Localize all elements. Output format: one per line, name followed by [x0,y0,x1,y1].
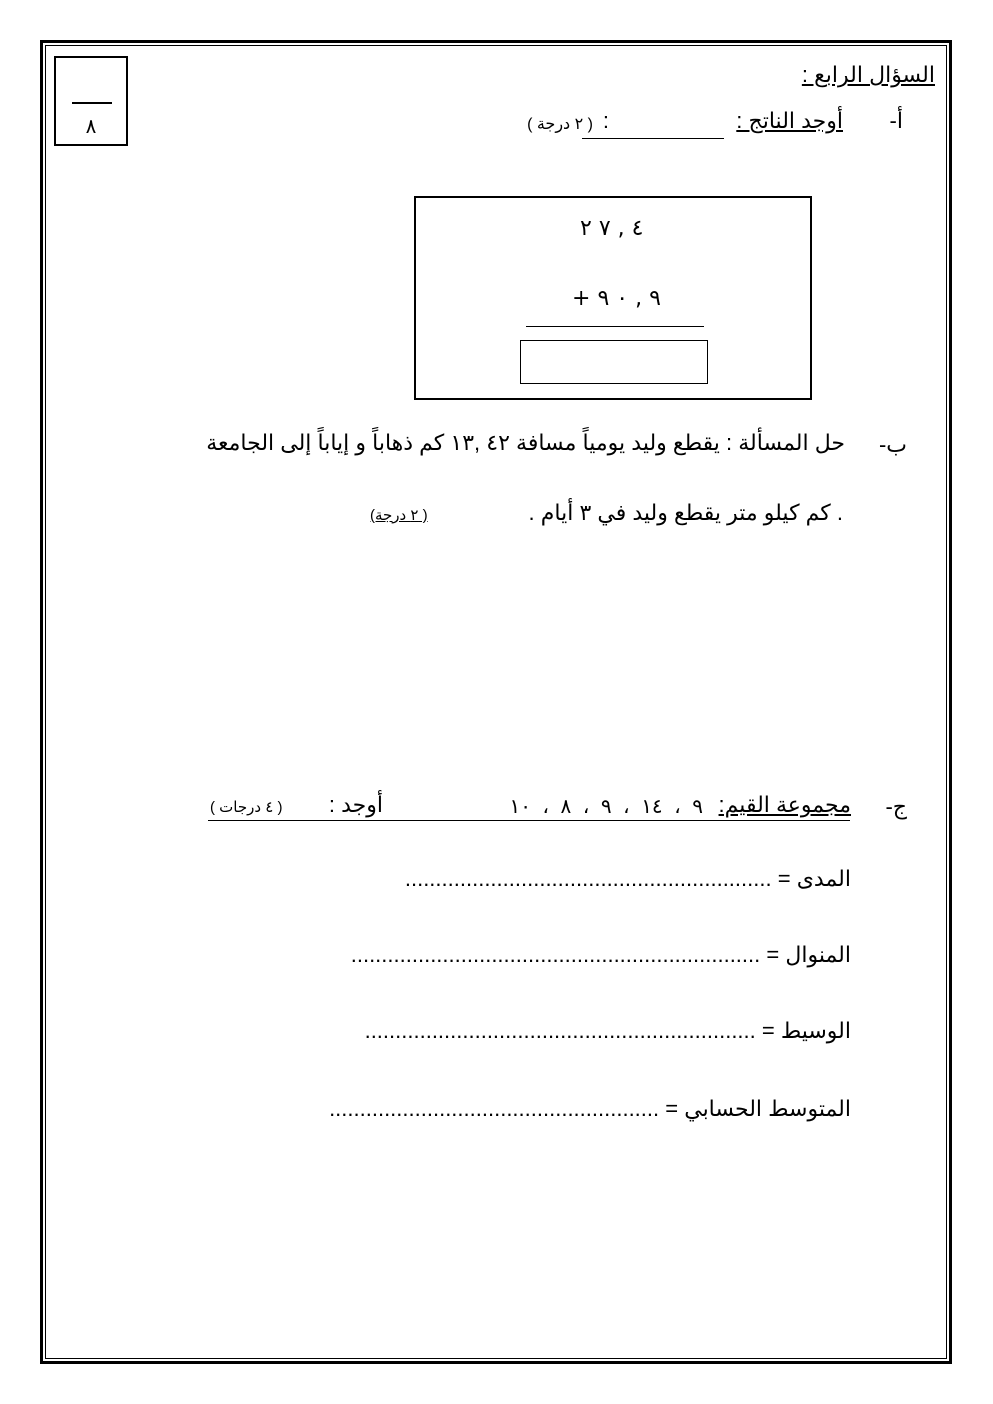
values-set: ٩ ، ١٤ ، ٩ ، ٨ ، ١٠ [509,796,703,818]
part-a-underline [582,138,724,139]
part-c-underline [208,820,850,821]
score-total: ٨ [85,116,97,138]
mode-row [351,942,851,968]
addition-box [414,196,812,400]
mean-row [329,1096,851,1122]
part-b-letter: ب- [878,432,907,457]
part-c-letter: ج- [885,794,907,819]
score-box [54,56,128,146]
median-answer-line[interactable]: ................................................................ [364,1018,756,1043]
range-label: المدى = [777,866,851,891]
part-a-colon: : [602,108,609,133]
mode-label: المنوال = [766,942,851,967]
word-problem-line-1: حل المسألة : يقطع وليد يومياً مسافة ٤٢ ,١٣ كم ذهاباً و إياباً إلى الجامعة [206,430,845,455]
part-b-marks: ( ٢ درجة) [370,507,428,524]
range-row [405,866,851,892]
range-answer-line[interactable]: ............................................................ [404,866,772,891]
addend-2: + ٩ , ٠ ٩ [572,286,661,311]
answer-box[interactable] [520,340,708,384]
part-a-instruction: أوجد الناتج : [736,108,843,133]
score-blank-line [72,102,112,104]
sum-line [526,326,704,327]
addend-1: ٤ , ٧ ٢ [580,216,644,241]
part-c-marks: ( ٤ درجات ) [210,799,283,816]
median-row [365,1018,851,1044]
median-label: الوسيط = [761,1018,851,1043]
question-title: السؤال الرابع : [801,62,935,87]
part-a-marks: ( ٢ درجة ) [527,116,593,133]
mean-label: المتوسط الحسابي = [665,1096,851,1121]
mean-answer-line[interactable]: ...................................................... [329,1096,660,1121]
word-problem-line-2: . كم كيلو متر يقطع وليد في ٣ أيام . [528,500,843,525]
part-a-letter: أ- [889,108,903,133]
mode-answer-line[interactable]: ................................................................... [350,942,761,967]
find-label: أوجد : [328,792,383,817]
values-set-label: مجموعة القيم: [718,792,851,817]
